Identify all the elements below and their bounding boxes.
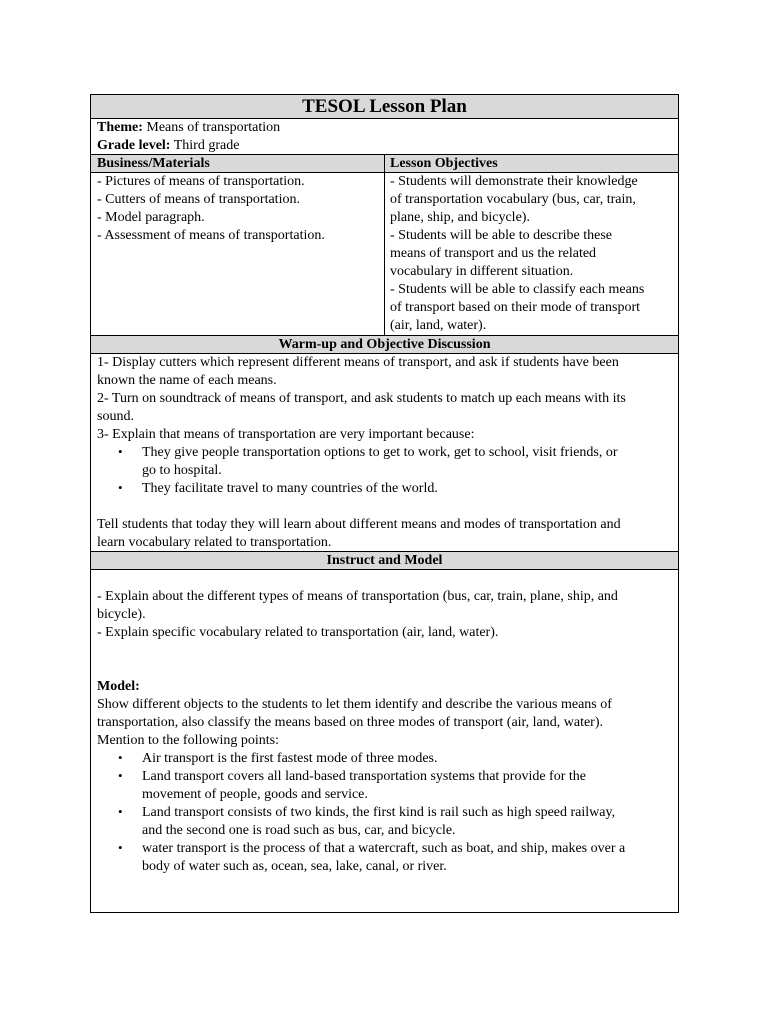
grade-value: Third grade: [170, 138, 240, 153]
objective-line: of transportation vocabulary (bus, car, train,: [390, 192, 636, 207]
objective-line: - Students will be able to classify each means: [390, 282, 645, 297]
bullet-text: Land transport covers all land-based transportation systems that provide for the: [142, 769, 586, 784]
material-item: - Cutters of means of transportation.: [97, 192, 300, 207]
bullet-icon: •: [118, 750, 123, 765]
page-title: TESOL Lesson Plan: [91, 95, 678, 119]
materials-header: Business/Materials: [97, 156, 210, 171]
model-line: transportation, also classify the means based on three modes of transport (air, land, water).: [97, 715, 604, 730]
bullet-icon: •: [118, 480, 123, 495]
model-label: Model:: [97, 679, 140, 694]
bullet-icon: •: [118, 768, 123, 783]
lesson-plan-table: [90, 94, 679, 913]
grade-line: [97, 137, 672, 155]
model-line: Mention to the following points:: [97, 733, 279, 748]
objective-line: - Students will be able to describe these: [390, 228, 612, 243]
theme-line: [97, 119, 672, 137]
closing-line: Tell students that today they will learn about different means and modes of transportation and: [97, 517, 621, 532]
objective-line: of transport based on their mode of transport: [390, 300, 640, 315]
columns-body: [91, 173, 678, 336]
instruct-section: [91, 570, 678, 914]
material-item: - Pictures of means of transportation.: [97, 174, 305, 189]
warmup-bullet: [97, 480, 672, 498]
model-line: Show different objects to the students to let them identify and describe the various means of: [97, 697, 612, 712]
warmup-section: [91, 354, 678, 552]
bullet-icon: •: [118, 804, 123, 819]
grade-label: Grade level:: [97, 138, 171, 153]
objective-line: plane, ship, and bicycle).: [390, 210, 530, 225]
bullet-text: They facilitate travel to many countries of the world.: [142, 481, 438, 496]
objectives-list: [390, 173, 674, 335]
warmup-line: 1- Display cutters which represent different means of transport, and ask if students have been: [97, 355, 619, 370]
warmup-line: 3- Explain that means of transportation are very important because:: [97, 427, 475, 442]
instruct-line: - Explain about the different types of means of transportation (bus, car, train, plane, ship, and: [97, 589, 618, 604]
model-bullet: [97, 750, 672, 768]
warmup-header: Warm-up and Objective Discussion: [91, 336, 678, 354]
objective-line: vocabulary in different situation.: [390, 264, 574, 279]
warmup-bullet: [97, 444, 672, 480]
lesson-info: [91, 119, 678, 155]
materials-list: [97, 173, 379, 245]
model-bullet: [97, 804, 672, 840]
instruct-header: Instruct and Model: [91, 552, 678, 570]
bullet-text: Air transport is the first fastest mode of three modes.: [142, 751, 438, 766]
material-item: - Model paragraph.: [97, 210, 205, 225]
objective-line: means of transport and us the related: [390, 246, 597, 261]
bullet-text: Land transport consists of two kinds, the first kind is rail such as high speed railway,: [142, 805, 616, 820]
closing-line: learn vocabulary related to transportation.: [97, 535, 332, 550]
bullet-text: go to hospital.: [142, 463, 222, 478]
warmup-line: sound.: [97, 409, 134, 424]
bullet-icon: •: [118, 840, 123, 855]
instruct-line: - Explain specific vocabulary related to transportation (air, land, water).: [97, 625, 499, 640]
model-bullet: [97, 768, 672, 804]
warmup-line: known the name of each means.: [97, 373, 277, 388]
objective-line: (air, land, water).: [390, 318, 487, 333]
bullet-icon: •: [118, 444, 123, 459]
bullet-text: movement of people, goods and service.: [142, 787, 368, 802]
theme-label: Theme:: [97, 120, 143, 135]
bullet-text: They give people transportation options to get to work, get to school, visit friends, or: [142, 445, 618, 460]
model-bullet: [97, 840, 672, 876]
objective-line: - Students will demonstrate their knowledge: [390, 174, 638, 189]
warmup-line: 2- Turn on soundtrack of means of transport, and ask students to match up each means with its: [97, 391, 626, 406]
objectives-header: Lesson Objectives: [390, 156, 498, 171]
bullet-text: and the second one is road such as bus, car, and bicycle.: [142, 823, 456, 838]
material-item: - Assessment of means of transportation.: [97, 228, 325, 243]
bullet-text: water transport is the process of that a watercraft, such as boat, and ship, makes over a: [142, 841, 626, 856]
instruct-line: bicycle).: [97, 607, 146, 622]
bullet-text: body of water such as, ocean, sea, lake, canal, or river.: [142, 859, 447, 874]
theme-value: Means of transportation: [142, 120, 281, 135]
